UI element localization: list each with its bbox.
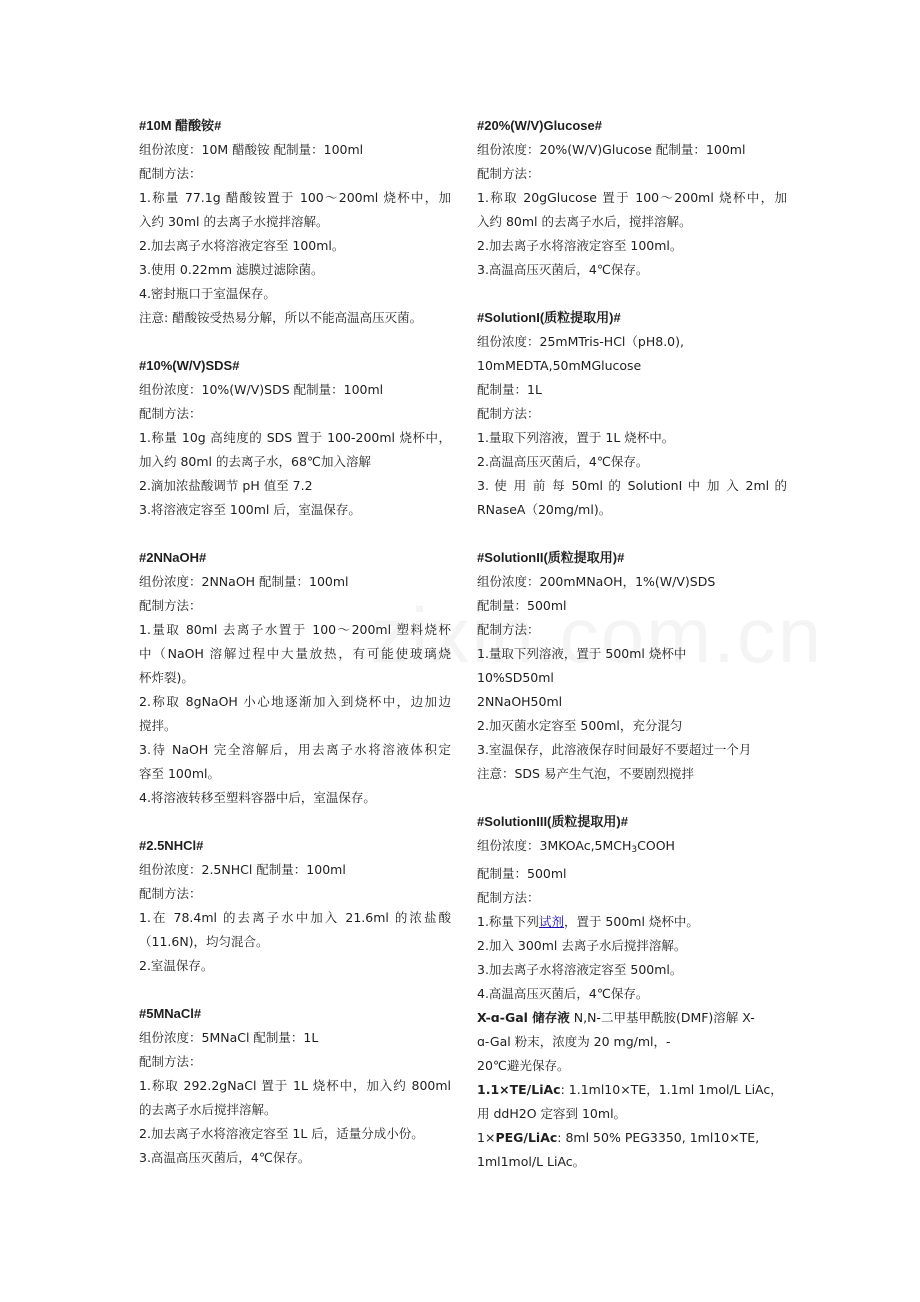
text-line: （11.6N)，均匀混合。: [139, 934, 269, 949]
text-line: 组份浓度：200mMNaOH，1%(W/V)SDS: [477, 574, 716, 589]
section-solution-1: [477, 306, 787, 522]
text-line: 1.称量 10g 高纯度的 SDS 置于 100-200ml 烧杯中，: [139, 430, 451, 445]
text-span: N,N-二甲基甲酰胺(DMF)溶解 X-: [569, 1010, 755, 1025]
text-line: 4.高温高压灭菌后，4℃保存。: [477, 986, 649, 1001]
section-hcl: [139, 834, 451, 978]
step-line: [477, 910, 787, 934]
text-line: [477, 1006, 787, 1030]
left-column: [139, 114, 451, 1194]
text-line: 3.待 NaOH 完全溶解后，用去离子水将溶液体积定: [139, 742, 451, 757]
section-peg-liac: [477, 1126, 787, 1174]
text-line: 2.加入 300ml 去离子水后搅拌溶解。: [477, 938, 687, 953]
text-line: 注意：SDS 易产生气泡，不要剧烈搅拌: [477, 766, 694, 781]
text-line: 1.量取下列溶液，置于 500ml 烧杯中: [477, 646, 687, 661]
text-line: 1.量取下列溶液，置于 1L 烧杯中。: [477, 430, 675, 445]
text-line: 1.量取 80ml 去离子水置于 100～200ml 塑料烧杯: [139, 622, 451, 637]
section-heading: #SolutionII(质粒提取用)#: [477, 550, 625, 565]
section-heading: #10%(W/V)SDS#: [139, 358, 240, 373]
section-heading: #2NNaOH#: [139, 550, 207, 565]
text-line: 入约 30ml 的去离子水搅拌溶解。: [139, 214, 329, 229]
text-line: 容至 100ml。: [139, 766, 220, 781]
text-line: 2.加去离子水将溶液定容至 1L 后，适量分成小份。: [139, 1126, 424, 1141]
text-span: : 1.1ml10×TE，1.1ml 1mol/L LiAc，: [560, 1082, 783, 1097]
text-line: 2.滴加浓盐酸调节 pH 值至 7.2: [139, 478, 313, 493]
text-line: 配制方法：: [139, 166, 202, 181]
text-line: 加入约 80ml 的去离子水，68℃加入溶解: [139, 454, 371, 469]
text-line: 配制方法：: [477, 166, 540, 181]
text-line: 2.室温保存。: [139, 958, 214, 973]
text-line: 组份浓度：20%(W/V)Glucose 配制量：100ml: [477, 142, 746, 157]
bold-label: X-ɑ-Gal 储存液: [477, 1010, 570, 1025]
text-line: 3. 使 用 前 每 50ml 的 SolutionI 中 加 入 2ml 的: [477, 478, 787, 493]
text-span: 1×: [477, 1130, 496, 1145]
text-line: 3.高温高压灭菌后，4℃保存。: [477, 262, 649, 277]
text-line: 杯炸裂)。: [139, 670, 194, 685]
text-line: [477, 1078, 787, 1102]
text-line: 3.室温保存，此溶液保存时间最好不要超过一个月: [477, 742, 752, 757]
text-span: ，置于 500ml 烧杯中。: [563, 914, 699, 929]
text-line: RNaseA（20mg/ml)。: [477, 502, 612, 517]
text-line: 1.称量 77.1g 醋酸铵置于 100～200ml 烧杯中，加: [139, 190, 451, 205]
text-line: 2.加去离子水将溶液定容至 100ml。: [139, 238, 345, 253]
text-line: 3.将溶液定容至 100ml 后，室温保存。: [139, 502, 361, 517]
text-line: 2.称取 8gNaOH 小心地逐渐加入到烧杯中，边加边: [139, 694, 451, 709]
section-heading: #SolutionI(质粒提取用)#: [477, 310, 621, 325]
section-heading: #SolutionIII(质粒提取用)#: [477, 814, 628, 829]
text-line: 组份浓度：2NNaOH 配制量：100ml: [139, 574, 349, 589]
text-line: 组份浓度：10%(W/V)SDS 配制量：100ml: [139, 382, 384, 397]
section-ammonium-acetate: [139, 114, 451, 330]
text-line: 1.称取 292.2gNaCl 置于 1L 烧杯中，加入约 800ml: [139, 1078, 451, 1093]
text-span: COOH: [637, 838, 675, 853]
section-naoh: [139, 546, 451, 810]
text-line: 1ml1mol/L LiAc。: [477, 1154, 586, 1169]
text-line: 4.将溶液转移至塑料容器中后，室温保存。: [139, 790, 376, 805]
text-line: 配制方法：: [139, 598, 202, 613]
text-line: 配制量：500ml: [477, 598, 567, 613]
text-span: 组份浓度：3MKOAc,5MCH: [477, 838, 632, 853]
text-line: 4.密封瓶口于室温保存。: [139, 286, 276, 301]
text-line: 10mMEDTA,50mMGlucose: [477, 358, 642, 373]
section-solution-3: [477, 810, 787, 1006]
text-line: 配制方法：: [139, 406, 202, 421]
text-line: ɑ-Gal 粉末，浓度为 20 mg/ml，-: [477, 1034, 671, 1049]
text-line: [477, 1126, 787, 1150]
text-line: 配制量：500ml: [477, 866, 567, 881]
text-line: 1.在 78.4ml 的去离子水中加入 21.6ml 的浓盐酸: [139, 910, 451, 925]
section-heading: #20%(W/V)Glucose#: [477, 118, 602, 133]
text-line: 3.使用 0.22mm 滤膜过滤除菌。: [139, 262, 324, 277]
text-line: 入约 80ml 的去离子水后，搅拌溶解。: [477, 214, 692, 229]
text-line: 配制量：1L: [477, 382, 542, 397]
section-glucose: [477, 114, 787, 282]
text-line: 20℃避光保存。: [477, 1058, 570, 1073]
text-line: 组份浓度：5MNaCl 配制量：1L: [139, 1030, 319, 1045]
text-line: 配制方法：: [139, 886, 202, 901]
concentration-line: [477, 834, 787, 862]
section-nacl: [139, 1002, 451, 1170]
text-line: 3.高温高压灭菌后，4℃保存。: [139, 1150, 311, 1165]
section-heading: #10M 醋酸铵#: [139, 118, 222, 133]
text-line: 1.称取 20gGlucose 置于 100～200ml 烧杯中，加: [477, 190, 787, 205]
text-line: 组份浓度：2.5NHCl 配制量：100ml: [139, 862, 346, 877]
text-line: 2NNaOH50ml: [477, 694, 563, 709]
text-line: 2.加去离子水将溶液定容至 100ml。: [477, 238, 683, 253]
text-line: 2.加灭菌水定容至 500ml，充分混匀: [477, 718, 683, 733]
subscript: 3: [631, 845, 638, 855]
text-line: 组份浓度：10M 醋酸铵 配制量：100ml: [139, 142, 364, 157]
bold-label: 1.1×TE/LiAc: [477, 1082, 561, 1097]
text-line: 的去离子水后搅拌溶解。: [139, 1102, 277, 1117]
text-line: 中（NaOH 溶解过程中大量放热，有可能使玻璃烧: [139, 646, 451, 661]
text-line: 配制方法：: [477, 890, 540, 905]
text-line: 10%SD50ml: [477, 670, 554, 685]
section-te-liac: [477, 1078, 787, 1126]
reagent-link[interactable]: 试剂: [538, 914, 564, 929]
text-span: : 8ml 50% PEG3350, 1ml10×TE,: [557, 1130, 760, 1145]
text-line: 注意: 醋酸铵受热易分解，所以不能高温高压灭菌。: [139, 310, 423, 325]
section-heading: #5MNaCl#: [139, 1006, 202, 1021]
text-line: 配制方法：: [477, 622, 540, 637]
section-xgal: [477, 1006, 787, 1078]
text-span: 1.称量下列: [477, 914, 539, 929]
text-line: 3.加去离子水将溶液定容至 500ml。: [477, 962, 683, 977]
text-line: 配制方法：: [477, 406, 540, 421]
section-sds: [139, 354, 451, 522]
text-line: 组份浓度：25mMTris-HCl（pH8.0),: [477, 334, 684, 349]
text-line: 2.高温高压灭菌后，4℃保存。: [477, 454, 649, 469]
section-heading: #2.5NHCl#: [139, 838, 204, 853]
text-line: 配制方法：: [139, 1054, 202, 1069]
bold-label: PEG/LiAc: [495, 1130, 558, 1145]
section-solution-2: [477, 546, 787, 786]
text-line: 用 ddH2O 定容到 10ml。: [477, 1106, 627, 1121]
text-line: 搅拌。: [139, 718, 177, 733]
right-column: [477, 114, 787, 1174]
